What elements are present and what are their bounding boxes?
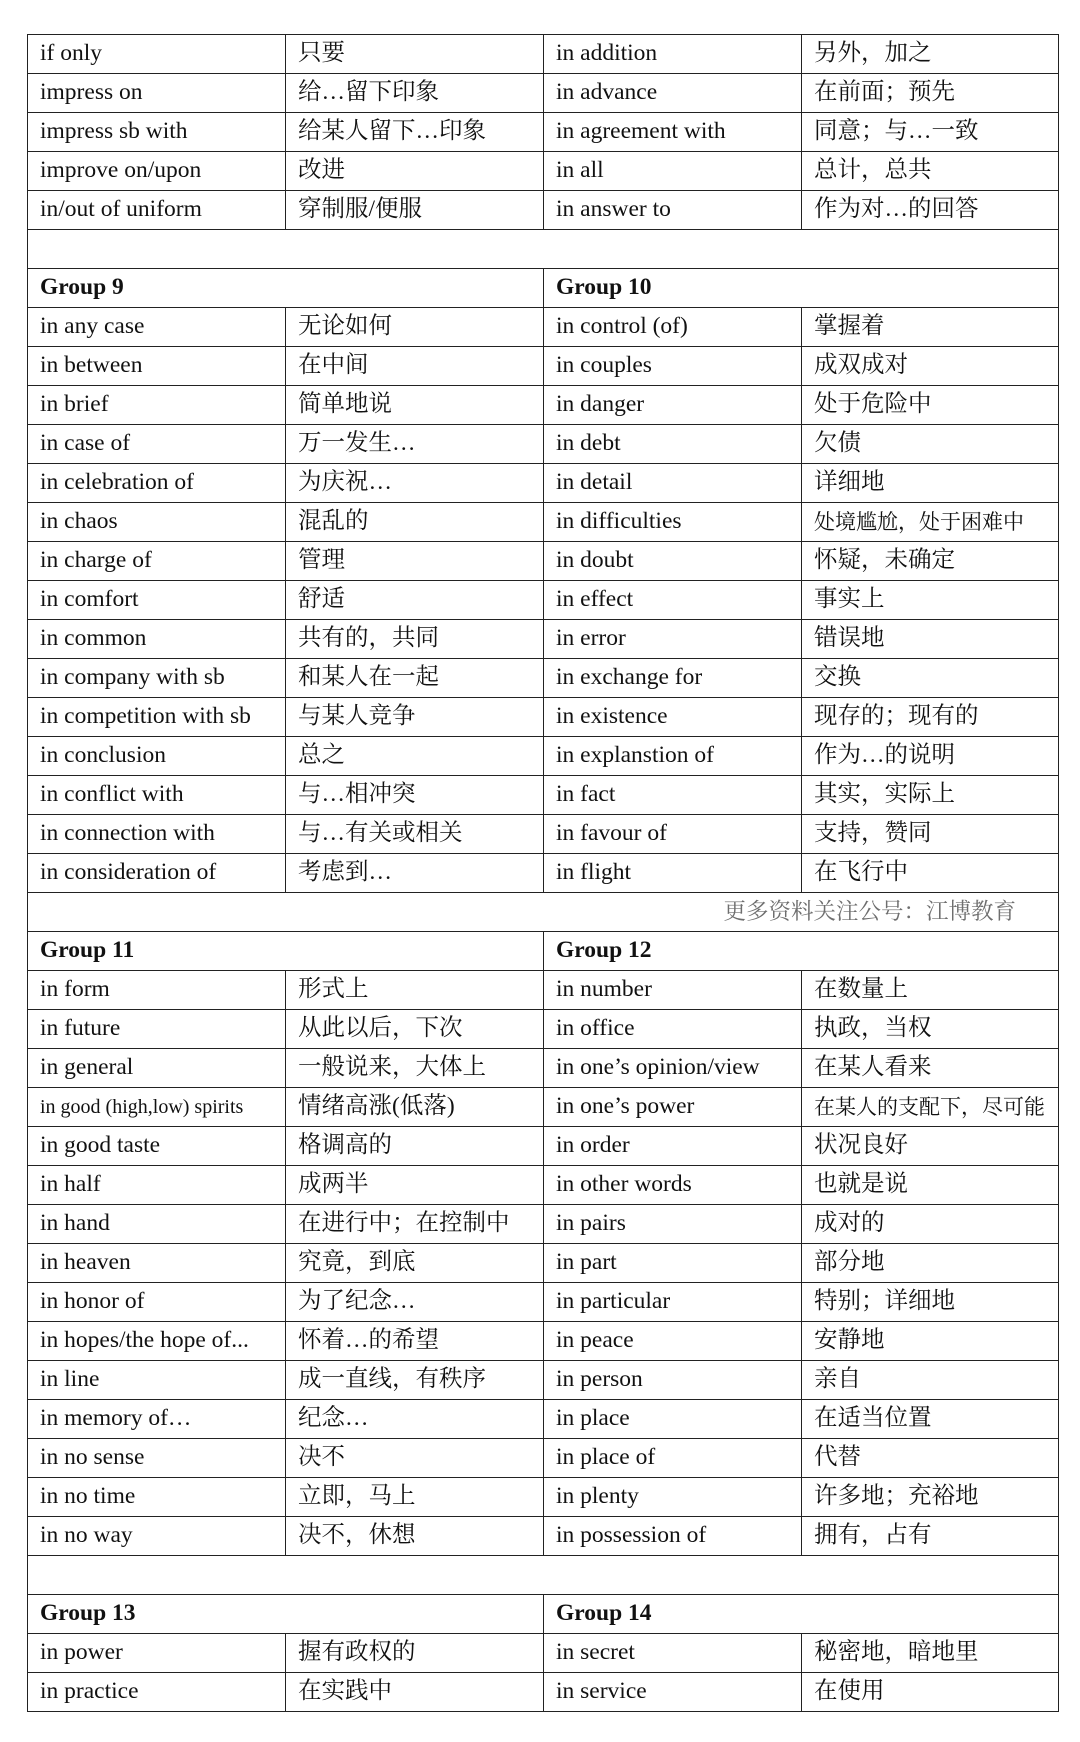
chinese-meaning-left: 成两半 xyxy=(286,1166,544,1205)
english-phrase-left: in no way xyxy=(28,1517,286,1556)
phrase-row xyxy=(28,35,1059,74)
english-phrase-right: in one’s opinion/view xyxy=(544,1049,802,1088)
english-phrase-left: in common xyxy=(28,620,286,659)
english-phrase-left: in competition with sb xyxy=(28,698,286,737)
english-phrase-left: in no sense xyxy=(28,1439,286,1478)
english-phrase-right: in answer to xyxy=(544,191,802,230)
phrase-row xyxy=(28,1634,1059,1673)
phrase-table-sheet xyxy=(27,34,1058,1712)
chinese-meaning-left: 给…留下印象 xyxy=(286,74,544,113)
chinese-meaning-right: 在使用 xyxy=(802,1673,1059,1712)
english-phrase-right: in effect xyxy=(544,581,802,620)
chinese-meaning-left: 总之 xyxy=(286,737,544,776)
chinese-meaning-left: 无论如何 xyxy=(286,308,544,347)
group-heading-right: Group 12 xyxy=(544,932,1059,971)
chinese-meaning-right: 秘密地，暗地里 xyxy=(802,1634,1059,1673)
phrase-row xyxy=(28,1673,1059,1712)
chinese-meaning-right: 其实，实际上 xyxy=(802,776,1059,815)
phrase-row xyxy=(28,1517,1059,1556)
english-phrase-right: in difficulties xyxy=(544,503,802,542)
english-phrase-right: in detail xyxy=(544,464,802,503)
english-phrase-right: in place xyxy=(544,1400,802,1439)
chinese-meaning-left: 为庆祝… xyxy=(286,464,544,503)
phrase-row xyxy=(28,815,1059,854)
english-phrase-left: in form xyxy=(28,971,286,1010)
english-phrase-right: in office xyxy=(544,1010,802,1049)
phrase-row xyxy=(28,425,1059,464)
phrase-row xyxy=(28,1127,1059,1166)
chinese-meaning-right: 处境尴尬，处于困难中 xyxy=(802,503,1059,542)
english-phrase-left: in chaos xyxy=(28,503,286,542)
english-phrase-right: in debt xyxy=(544,425,802,464)
english-phrase-right: in agreement with xyxy=(544,113,802,152)
phrase-row xyxy=(28,1205,1059,1244)
chinese-meaning-right: 支持，赞同 xyxy=(802,815,1059,854)
group-heading-left: Group 11 xyxy=(28,932,544,971)
english-phrase-right: in place of xyxy=(544,1439,802,1478)
chinese-meaning-left: 万一发生… xyxy=(286,425,544,464)
english-phrase-left: in hand xyxy=(28,1205,286,1244)
english-phrase-left: in consideration of xyxy=(28,854,286,893)
phrase-row xyxy=(28,113,1059,152)
chinese-meaning-left: 在中间 xyxy=(286,347,544,386)
english-phrase-right: in number xyxy=(544,971,802,1010)
phrase-row xyxy=(28,620,1059,659)
english-phrase-left: in future xyxy=(28,1010,286,1049)
phrase-row xyxy=(28,581,1059,620)
english-phrase-right: in particular xyxy=(544,1283,802,1322)
phrase-row xyxy=(28,698,1059,737)
chinese-meaning-left: 立即，马上 xyxy=(286,1478,544,1517)
english-phrase-left: in general xyxy=(28,1049,286,1088)
english-phrase-right: in error xyxy=(544,620,802,659)
spacer-cell xyxy=(28,1556,1059,1595)
chinese-meaning-left: 究竟，到底 xyxy=(286,1244,544,1283)
chinese-meaning-left: 给某人留下…印象 xyxy=(286,113,544,152)
phrase-row xyxy=(28,152,1059,191)
chinese-meaning-right: 许多地；充裕地 xyxy=(802,1478,1059,1517)
chinese-meaning-right: 怀疑，未确定 xyxy=(802,542,1059,581)
chinese-meaning-left: 与…有关或相关 xyxy=(286,815,544,854)
phrase-row xyxy=(28,1088,1059,1127)
chinese-meaning-left: 混乱的 xyxy=(286,503,544,542)
group-heading-left: Group 9 xyxy=(28,269,544,308)
phrase-row xyxy=(28,1322,1059,1361)
watermark-note-row xyxy=(28,893,1059,932)
english-phrase-left: in good (high,low) spirits xyxy=(28,1088,286,1127)
chinese-meaning-right: 总计，总共 xyxy=(802,152,1059,191)
chinese-meaning-left: 共有的，共同 xyxy=(286,620,544,659)
chinese-meaning-right: 处于危险中 xyxy=(802,386,1059,425)
chinese-meaning-right: 现存的；现有的 xyxy=(802,698,1059,737)
english-phrase-left: in practice xyxy=(28,1673,286,1712)
phrase-row xyxy=(28,386,1059,425)
chinese-meaning-right: 也就是说 xyxy=(802,1166,1059,1205)
english-phrase-right: in pairs xyxy=(544,1205,802,1244)
phrase-table-body xyxy=(28,35,1059,1712)
english-phrase-left: in any case xyxy=(28,308,286,347)
chinese-meaning-right: 在适当位置 xyxy=(802,1400,1059,1439)
group-heading-left: Group 13 xyxy=(28,1595,544,1634)
chinese-meaning-right: 成对的 xyxy=(802,1205,1059,1244)
group-heading-right: Group 10 xyxy=(544,269,1059,308)
english-phrase-right: in order xyxy=(544,1127,802,1166)
english-phrase-left: in half xyxy=(28,1166,286,1205)
english-phrase-left: in celebration of xyxy=(28,464,286,503)
chinese-meaning-right: 另外，加之 xyxy=(802,35,1059,74)
english-phrase-right: in existence xyxy=(544,698,802,737)
english-phrase-left: in good taste xyxy=(28,1127,286,1166)
english-phrase-right: in advance xyxy=(544,74,802,113)
chinese-meaning-right: 详细地 xyxy=(802,464,1059,503)
chinese-meaning-left: 为了纪念… xyxy=(286,1283,544,1322)
chinese-meaning-left: 舒适 xyxy=(286,581,544,620)
english-phrase-right: in part xyxy=(544,1244,802,1283)
chinese-meaning-right: 在某人的支配下，尽可能 xyxy=(802,1088,1059,1127)
english-phrase-right: in doubt xyxy=(544,542,802,581)
phrase-row xyxy=(28,1283,1059,1322)
chinese-meaning-right: 在前面；预先 xyxy=(802,74,1059,113)
english-phrase-left: in no time xyxy=(28,1478,286,1517)
watermark-note: 更多资料关注公号：江博教育 xyxy=(28,893,1059,932)
chinese-meaning-right: 作为对…的回答 xyxy=(802,191,1059,230)
english-phrase-right: in favour of xyxy=(544,815,802,854)
chinese-meaning-right: 执政，当权 xyxy=(802,1010,1059,1049)
english-phrase-right: in one’s power xyxy=(544,1088,802,1127)
english-phrase-left: in/out of uniform xyxy=(28,191,286,230)
english-phrase-left: in between xyxy=(28,347,286,386)
phrase-row xyxy=(28,542,1059,581)
chinese-meaning-left: 与…相冲突 xyxy=(286,776,544,815)
english-phrase-left: in company with sb xyxy=(28,659,286,698)
group-heading-right: Group 14 xyxy=(544,1595,1059,1634)
chinese-meaning-right: 拥有，占有 xyxy=(802,1517,1059,1556)
chinese-meaning-left: 形式上 xyxy=(286,971,544,1010)
phrase-row xyxy=(28,503,1059,542)
chinese-meaning-right: 作为…的说明 xyxy=(802,737,1059,776)
english-phrase-right: in flight xyxy=(544,854,802,893)
group-header-row xyxy=(28,1595,1059,1634)
english-phrase-left: in connection with xyxy=(28,815,286,854)
chinese-meaning-left: 格调高的 xyxy=(286,1127,544,1166)
english-phrase-left: in line xyxy=(28,1361,286,1400)
chinese-meaning-left: 情绪高涨(低落) xyxy=(286,1088,544,1127)
english-phrase-right: in addition xyxy=(544,35,802,74)
english-phrase-right: in other words xyxy=(544,1166,802,1205)
english-phrase-right: in couples xyxy=(544,347,802,386)
phrase-row xyxy=(28,1244,1059,1283)
english-phrase-left: in honor of xyxy=(28,1283,286,1322)
chinese-meaning-left: 纪念… xyxy=(286,1400,544,1439)
phrase-row xyxy=(28,737,1059,776)
english-phrase-right: in explanstion of xyxy=(544,737,802,776)
spacer-cell xyxy=(28,230,1059,269)
chinese-meaning-right: 状况良好 xyxy=(802,1127,1059,1166)
english-phrase-left: in case of xyxy=(28,425,286,464)
chinese-meaning-right: 特别；详细地 xyxy=(802,1283,1059,1322)
chinese-meaning-left: 简单地说 xyxy=(286,386,544,425)
english-phrase-right: in secret xyxy=(544,1634,802,1673)
english-phrase-right: in exchange for xyxy=(544,659,802,698)
phrase-row xyxy=(28,191,1059,230)
english-phrase-right: in fact xyxy=(544,776,802,815)
english-phrase-right: in all xyxy=(544,152,802,191)
chinese-meaning-left: 和某人在一起 xyxy=(286,659,544,698)
phrase-row xyxy=(28,1010,1059,1049)
chinese-meaning-right: 错误地 xyxy=(802,620,1059,659)
english-phrase-left: in power xyxy=(28,1634,286,1673)
chinese-meaning-left: 只要 xyxy=(286,35,544,74)
english-phrase-left: improve on/upon xyxy=(28,152,286,191)
chinese-meaning-right: 掌握着 xyxy=(802,308,1059,347)
phrase-row xyxy=(28,1166,1059,1205)
chinese-meaning-right: 事实上 xyxy=(802,581,1059,620)
group-header-row xyxy=(28,269,1059,308)
chinese-meaning-left: 决不，休想 xyxy=(286,1517,544,1556)
english-phrase-right: in peace xyxy=(544,1322,802,1361)
chinese-meaning-left: 与某人竞争 xyxy=(286,698,544,737)
chinese-meaning-right: 同意；与…一致 xyxy=(802,113,1059,152)
english-phrase-right: in danger xyxy=(544,386,802,425)
english-phrase-left: in memory of… xyxy=(28,1400,286,1439)
spacer-row xyxy=(28,230,1059,269)
english-phrase-left: in conclusion xyxy=(28,737,286,776)
chinese-meaning-left: 怀着…的希望 xyxy=(286,1322,544,1361)
english-phrase-right: in possession of xyxy=(544,1517,802,1556)
group-header-row xyxy=(28,932,1059,971)
phrase-row xyxy=(28,776,1059,815)
phrase-table xyxy=(27,34,1059,1712)
english-phrase-left: in charge of xyxy=(28,542,286,581)
chinese-meaning-left: 一般说来，大体上 xyxy=(286,1049,544,1088)
english-phrase-left: in comfort xyxy=(28,581,286,620)
english-phrase-right: in service xyxy=(544,1673,802,1712)
phrase-row xyxy=(28,1478,1059,1517)
english-phrase-left: impress sb with xyxy=(28,113,286,152)
phrase-row xyxy=(28,1361,1059,1400)
phrase-row xyxy=(28,659,1059,698)
chinese-meaning-right: 交换 xyxy=(802,659,1059,698)
chinese-meaning-left: 考虑到… xyxy=(286,854,544,893)
phrase-row xyxy=(28,308,1059,347)
phrase-row xyxy=(28,854,1059,893)
english-phrase-left: in conflict with xyxy=(28,776,286,815)
phrase-row xyxy=(28,1439,1059,1478)
english-phrase-left: impress on xyxy=(28,74,286,113)
chinese-meaning-left: 从此以后，下次 xyxy=(286,1010,544,1049)
chinese-meaning-left: 改进 xyxy=(286,152,544,191)
chinese-meaning-right: 亲自 xyxy=(802,1361,1059,1400)
english-phrase-left: in hopes/the hope of... xyxy=(28,1322,286,1361)
chinese-meaning-right: 在飞行中 xyxy=(802,854,1059,893)
phrase-row xyxy=(28,347,1059,386)
chinese-meaning-left: 管理 xyxy=(286,542,544,581)
chinese-meaning-right: 代替 xyxy=(802,1439,1059,1478)
chinese-meaning-right: 欠债 xyxy=(802,425,1059,464)
english-phrase-left: if only xyxy=(28,35,286,74)
phrase-row xyxy=(28,464,1059,503)
english-phrase-right: in plenty xyxy=(544,1478,802,1517)
english-phrase-right: in person xyxy=(544,1361,802,1400)
chinese-meaning-left: 成一直线，有秩序 xyxy=(286,1361,544,1400)
chinese-meaning-left: 在实践中 xyxy=(286,1673,544,1712)
english-phrase-right: in control (of) xyxy=(544,308,802,347)
phrase-row xyxy=(28,971,1059,1010)
english-phrase-left: in brief xyxy=(28,386,286,425)
chinese-meaning-left: 穿制服/便服 xyxy=(286,191,544,230)
chinese-meaning-left: 决不 xyxy=(286,1439,544,1478)
chinese-meaning-right: 成双成对 xyxy=(802,347,1059,386)
chinese-meaning-right: 部分地 xyxy=(802,1244,1059,1283)
phrase-row xyxy=(28,1049,1059,1088)
phrase-row xyxy=(28,1400,1059,1439)
chinese-meaning-right: 在数量上 xyxy=(802,971,1059,1010)
chinese-meaning-left: 握有政权的 xyxy=(286,1634,544,1673)
english-phrase-left: in heaven xyxy=(28,1244,286,1283)
chinese-meaning-right: 在某人看来 xyxy=(802,1049,1059,1088)
phrase-row xyxy=(28,74,1059,113)
chinese-meaning-left: 在进行中；在控制中 xyxy=(286,1205,544,1244)
spacer-row xyxy=(28,1556,1059,1595)
chinese-meaning-right: 安静地 xyxy=(802,1322,1059,1361)
